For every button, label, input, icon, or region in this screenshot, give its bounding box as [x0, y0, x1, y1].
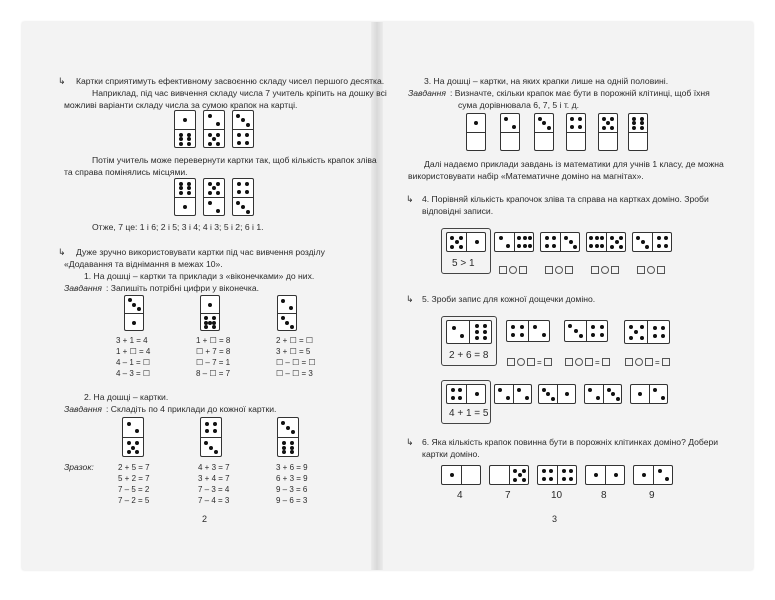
equation: 1 + ☐ = 4: [116, 347, 151, 356]
task3-domino-1: [466, 113, 486, 151]
equation: 3 + 6 = 9: [276, 463, 308, 472]
equation: 7 – 3 = 4: [198, 485, 230, 494]
book-gutter: [371, 22, 383, 570]
left-p1-line3: можливі варіанти складу числа за сумою крапок на картці.: [64, 100, 298, 110]
q5-text: 5. Зроби запис для кожної дощечки доміно.: [422, 294, 596, 304]
equation: 4 – 3 = ☐: [116, 369, 151, 378]
task1-domino-3-1: [124, 295, 144, 331]
q5-sample-equation-2: 4 + 1 = 5: [449, 408, 489, 419]
equals-sign: =: [537, 358, 542, 367]
arrow-bullet-icon: ↳: [406, 194, 414, 204]
equation: 2 + 5 = 7: [118, 463, 150, 472]
task3-line2: сума дорівнювала 6, 7, 5 і т. д.: [458, 100, 579, 110]
task3-line1: : Визначте, скільки крапок має бути в порожній клітинці, щоб їхня: [450, 88, 710, 98]
task2-label: Завдання: [64, 404, 102, 414]
equation: 9 – 6 = 3: [276, 496, 308, 505]
q6-domino-4: [585, 465, 625, 485]
equals-sign: =: [655, 358, 660, 367]
q4-answer-boxes-2: [544, 260, 574, 278]
task3-domino-4: [566, 113, 586, 151]
left-p4-line3: 1. На дошці – картки та приклади з «віконечками» до них.: [84, 271, 315, 281]
q6-sum-label: 7: [505, 490, 511, 501]
domino-5-2: [203, 178, 225, 216]
equation: ☐ – ☐ = ☐: [276, 358, 316, 367]
q6-sum-label: 10: [551, 490, 563, 501]
task1-domino-2-3: [277, 295, 297, 331]
left-p2-line2: та справа помінялись місцями.: [64, 167, 188, 177]
equation: 5 + 2 = 7: [118, 474, 150, 483]
task3-label: Завдання: [408, 88, 446, 98]
equation: 3 + 4 = 7: [198, 474, 230, 483]
q6-domino-5: [633, 465, 673, 485]
page-number-left: 2: [202, 514, 208, 524]
equation: 7 – 2 = 5: [118, 496, 150, 505]
q4-domino-6-5: [586, 232, 626, 252]
task1-label: Завдання: [64, 283, 102, 293]
q5-domino-2-3: [584, 384, 622, 404]
q5-domino-4-1: [446, 384, 486, 404]
task2-text: : Складіть по 4 приклади до кожної картки.: [106, 404, 277, 414]
task2-domino-3-6: [277, 417, 299, 457]
task1-domino-1-7: [200, 295, 220, 331]
equation: 4 – 1 = ☐: [116, 358, 151, 367]
task3-domino-6: [628, 113, 648, 151]
q6-domino-2: [489, 465, 529, 485]
arrow-bullet-icon: ↳: [58, 76, 66, 86]
task3-domino-5: [598, 113, 618, 151]
domino-6-1: [174, 178, 196, 216]
equation: 9 – 3 = 6: [276, 485, 308, 494]
arrow-bullet-icon: ↳: [406, 437, 414, 447]
left-p1-line1: Картки сприятимуть ефективному засвоєнню складу чисел першого десятка.: [76, 76, 385, 86]
task3-domino-2: [500, 113, 520, 151]
equation: 7 – 5 = 2: [118, 485, 150, 494]
q6-sum-label: 8: [601, 490, 607, 501]
q6-sum-label: 9: [649, 490, 655, 501]
q5-domino-4-2: [506, 320, 550, 342]
left-p4-line2: «Додавання та віднімання в межах 10».: [64, 259, 223, 269]
equation: 4 + 3 = 7: [198, 463, 230, 472]
domino-2-5: [203, 110, 225, 148]
domino-4-3: [232, 178, 254, 216]
q4-domino-4-3: [540, 232, 580, 252]
domino-3-4: [232, 110, 254, 148]
left-p5: 2. На дошці – картки.: [84, 392, 169, 402]
equation: 3 + 1 = 4: [116, 336, 148, 345]
task3-domino-3: [534, 113, 554, 151]
q4-answer-boxes-4: [636, 260, 666, 278]
domino-1-6: [174, 110, 196, 148]
equation: 1 + ☐ = 8: [196, 336, 231, 345]
left-p4-line1: Дуже зручно використовувати картки під час вивчення розділу: [76, 247, 325, 257]
q5-domino-2-6: [446, 320, 492, 344]
q5-domino-3-4: [564, 320, 608, 342]
task2-domino-2-5: [122, 417, 144, 457]
q4-domino-3-4: [632, 232, 672, 252]
left-p2-line1: Потім учитель може перевернути картки так, щоб кількість крапок зліва: [92, 155, 377, 165]
q4-answer-boxes-1: [498, 260, 528, 278]
equation: 8 – ☐ = 7: [196, 369, 231, 378]
equation: 7 – 4 = 3: [198, 496, 230, 505]
equation: ☐ – 7 = 1: [196, 358, 231, 367]
right-p2-line2: використовувати набір «Математичне доміно на магнітах».: [408, 171, 644, 181]
sample-label: Зразок:: [64, 462, 94, 472]
equals-sign: =: [595, 358, 600, 367]
q5-domino-2-2: [494, 384, 532, 404]
q4-sample-equation: 5 > 1: [452, 258, 475, 269]
left-p1-line2: Наприклад, під час вивчення складу числа 7 учитель кріпить на дошку всі: [92, 88, 387, 98]
q5-domino-5-4: [624, 320, 670, 344]
q6-sum-label: 4: [457, 490, 463, 501]
page-number-right: 3: [552, 514, 558, 524]
q5-answer-boxes-3: [624, 352, 671, 370]
equation: ☐ – ☐ = 3: [276, 369, 313, 378]
left-p3: Отже, 7 це: 1 і 6; 2 і 5; 3 і 4; 4 і 3; 5 і 2; 6 і 1.: [92, 222, 264, 232]
equation: 6 + 3 = 9: [276, 474, 308, 483]
q4-domino-5-1: [446, 232, 486, 252]
q4-answer-boxes-3: [590, 260, 620, 278]
q6-line2: картки доміно.: [422, 449, 480, 459]
arrow-bullet-icon: ↳: [406, 294, 414, 304]
q6-domino-3: [537, 465, 577, 485]
q4-line1: 4. Порівняй кількість крапочок зліва та справа на картках доміно. Зроби: [422, 194, 709, 204]
task2-domino-4-3: [200, 417, 222, 457]
task1-text: : Запишіть потрібні цифри у віконечка.: [106, 283, 260, 293]
q6-line1: 6. Яка кількість крапок повинна бути в порожніх клітинках доміно? Добери: [422, 437, 719, 447]
equation: ☐ + 7 = 8: [196, 347, 231, 356]
q5-domino-3-1: [538, 384, 576, 404]
q4-domino-2-6: [494, 232, 534, 252]
equation: 2 + ☐ = ☐: [276, 336, 314, 345]
arrow-bullet-icon: ↳: [58, 247, 66, 257]
q5-answer-boxes-2: [564, 352, 611, 370]
q5-domino-1-2: [630, 384, 668, 404]
q5-sample-equation-1: 2 + 6 = 8: [449, 350, 489, 361]
q4-line2: відповідні записи.: [422, 206, 494, 216]
q5-answer-boxes-1: [506, 352, 553, 370]
q6-domino-1: [441, 465, 481, 485]
right-p2-line1: Далі надаємо приклади завдань із математики для учнів 1 класу, де можна: [424, 159, 724, 169]
equation: 3 + ☐ = 5: [276, 347, 311, 356]
right-p1: 3. На дошці – картки, на яких крапки лише на одній половині.: [424, 76, 669, 86]
